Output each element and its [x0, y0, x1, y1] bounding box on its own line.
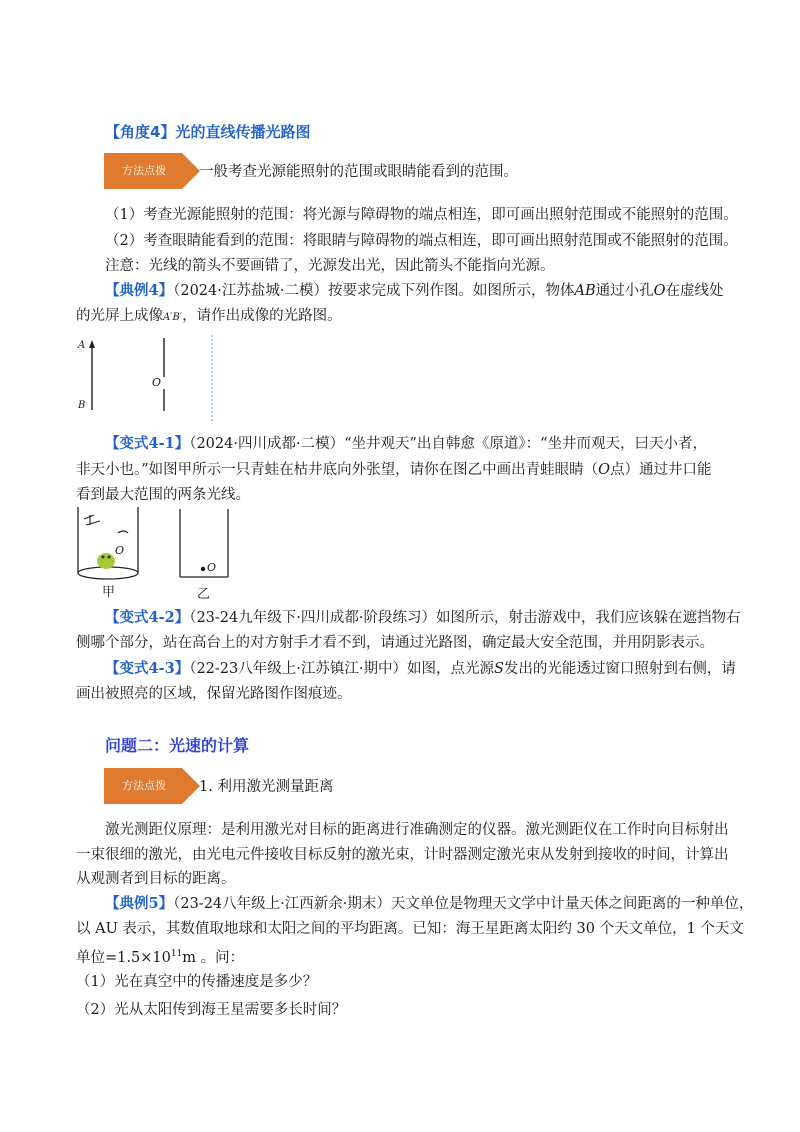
variant41-eye-o: O — [598, 462, 611, 478]
example5-line2: 以 AU 表示，其数值取地球和太阳之间的平均距离。已知：海王星距离太阳约 30 个天文单位，1 个天文 — [76, 921, 744, 937]
figure-label-a: A — [78, 340, 86, 351]
variant41-line1 — [105, 434, 707, 454]
variant41-text-c: 点）通过井口能 — [610, 462, 712, 478]
problem2-paragraph-2: 一束很细的激光，由光电元件接收目标反射的激光束，计时器测定激光束从发射到接收的时间，计算出 — [76, 847, 729, 863]
example5-text-b: m 。问： — [182, 949, 245, 966]
example5-tag: 【典例5】 — [105, 895, 174, 912]
example4-object-ab: AB — [574, 283, 596, 299]
figure-label-o: O — [152, 376, 162, 389]
figure-label-b: B — [78, 400, 86, 411]
example5-line1 — [105, 894, 753, 914]
pinhole-figure — [70, 335, 230, 425]
example5-question-1: （1）光在真空中的传播速度是多少？ — [76, 974, 318, 990]
method-badge-label: 方法点拨 — [122, 164, 166, 177]
example4-line2 — [76, 306, 342, 328]
example5-exponent: 11 — [170, 949, 183, 959]
example4-text-d: 的光屏上成像 — [76, 308, 163, 324]
variant43-source-s: S — [493, 661, 504, 677]
variant41-tag: 【变式4-1】 — [105, 435, 190, 452]
method-badge-arrow — [104, 153, 202, 189]
paragraph-2: （2）考查眼睛能看到的范围：将眼睛与障碍物的端点相连，即可画出照射范围或不能照射的范围。 — [105, 233, 738, 249]
method-badge-label-2: 方法点拨 — [122, 779, 166, 792]
frog-icon — [97, 553, 115, 569]
note-paragraph: 注意：光线的箭头不要画错了，光源发出光，因此箭头不能指向光源。 — [105, 258, 555, 274]
problem2-paragraph-3: 从观测者到目标的距离。 — [76, 871, 236, 887]
section-heading-problem2: 问题二：光速的计算 — [105, 736, 250, 755]
example5-text-a: （23-24八年级上·江西新余·期末）天文单位是物理天文学中计量天体之间距离的一种单位， — [173, 896, 754, 912]
paragraph-1: （1）考查光源能照射的范围：将光源与障碍物的端点相连，即可画出照射范围或不能照射的范围。 — [105, 207, 738, 223]
example4-text-e: ，请作出成像的光路图。 — [182, 308, 342, 324]
method-text: 一般考查光源能照射的范围或眼睛能看到的范围。 — [199, 164, 518, 180]
variant43-line2: 画出被照亮的区域，保留光路图作图痕迹。 — [76, 686, 352, 702]
example4-text-b: 通过小孔 — [595, 283, 654, 299]
example4-image-label: A′B′ — [163, 312, 183, 323]
variant42-line1 — [105, 608, 740, 628]
method-badge-arrow-2 — [104, 768, 202, 804]
well-a-label-o: O — [115, 544, 125, 557]
well-b-label-o: O — [207, 561, 217, 574]
variant43-text-b: 发出的光能透过窗口照射到右侧，请 — [503, 661, 736, 677]
variant43-line1 — [105, 659, 736, 679]
well-figure — [70, 505, 240, 597]
example4-line1 — [105, 281, 724, 301]
example4-tag: 【典例4】 — [105, 282, 174, 299]
problem2-paragraph-1: 激光测距仪原理：是利用激光对目标的距离进行准确测定的仪器。激光测距仪在工作时向目标射出 — [105, 822, 729, 838]
variant42-text-a: （23-24九年级下·四川成都·阶段练习）如图所示，射击游戏中，我们应该躲在遮挡物右 — [189, 610, 741, 626]
example5-line3 — [76, 944, 244, 968]
variant41-line2 — [76, 460, 712, 480]
example4-hole-o: O — [653, 283, 666, 299]
variant41-line3: 看到最大范围的两条光线。 — [76, 487, 250, 503]
variant41-text-a: （2024·四川成都·二模）“坐井观天”出自韩愈《原道》：“坐井而观天，曰天小者， — [189, 436, 708, 452]
example4-text-a: （2024·江苏盐城·二模）按要求完成下列作图。如图所示，物体 — [173, 283, 575, 299]
variant43-text-a: （22-23八年级上·江苏镇江·期中）如图，点光源 — [189, 661, 494, 677]
example5-question-2: （2）光从太阳传到海王星需要多长时间？ — [76, 1002, 347, 1018]
caption-jia: 甲 — [102, 585, 116, 600]
caption-yi: 乙 — [197, 587, 211, 602]
method-text-2: 1. 利用激光测量距离 — [199, 779, 334, 795]
section-heading-angle4: 【角度4】光的直线传播光路图 — [105, 123, 311, 141]
variant41-text-b: 非天小也。”如图甲所示一只青蛙在枯井底向外张望，请你在图乙中画出青蛙眼睛（ — [76, 462, 599, 478]
variant42-tag: 【变式4-2】 — [105, 609, 190, 626]
variant43-tag: 【变式4-3】 — [105, 660, 190, 677]
example5-unit-value: 单位=1.5×10 — [76, 949, 171, 966]
variant42-line2: 侧哪个部分，站在高台上的对方射手才看不到，请通过光路图，确定最大安全范围，并用阴影表示。 — [76, 635, 714, 651]
example4-text-c: 在虚线处 — [665, 283, 724, 299]
